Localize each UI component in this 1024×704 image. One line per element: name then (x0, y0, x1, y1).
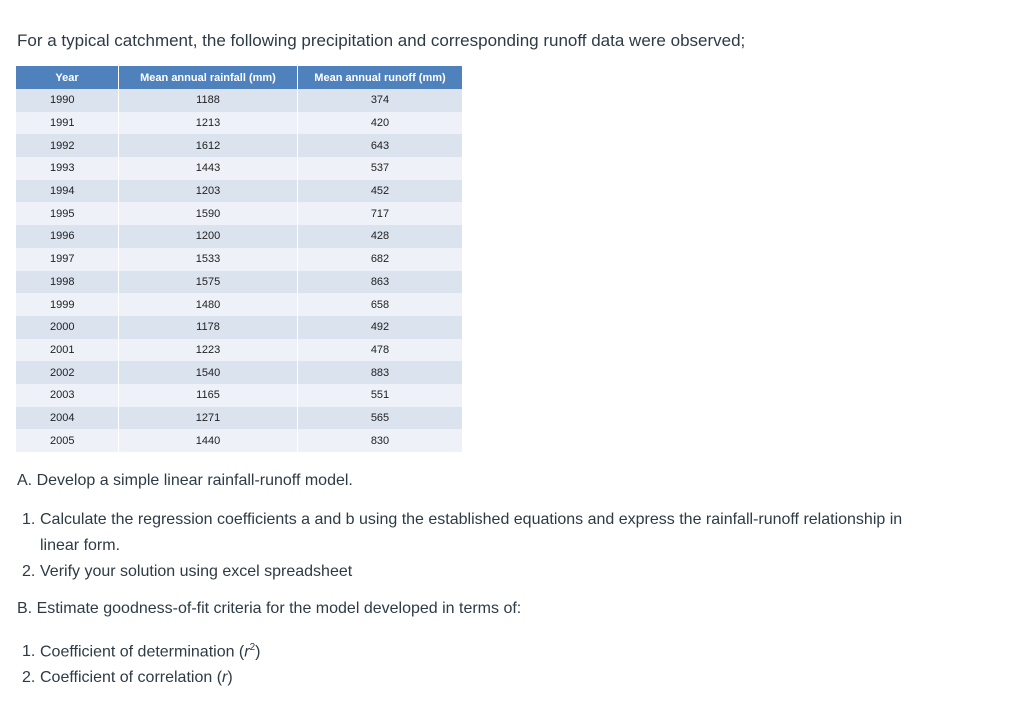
cell-year: 1990 (16, 89, 119, 112)
close-paren: ) (255, 643, 261, 661)
cell-year: 1991 (16, 112, 119, 135)
cell-rainfall: 1200 (119, 225, 298, 248)
cell-rainfall: 1188 (119, 89, 298, 112)
cell-year: 1993 (16, 157, 119, 180)
cell-year: 2004 (16, 407, 119, 430)
cell-year: 1994 (16, 180, 119, 203)
list-item (22, 665, 260, 691)
part-a-list (22, 507, 902, 585)
cell-runoff: 537 (298, 157, 463, 180)
cell-rainfall: 1480 (119, 293, 298, 316)
table-row (16, 112, 462, 135)
cell-year: 1995 (16, 202, 119, 225)
table-row (16, 271, 462, 294)
cell-year: 2000 (16, 316, 119, 339)
cell-year: 1996 (16, 225, 119, 248)
list-item (22, 635, 260, 665)
list-text: Coefficient of correlation ( (40, 669, 223, 687)
list-text: Coefficient of determination ( (40, 643, 245, 661)
part-b-list (22, 635, 260, 691)
list-number: 2. (22, 669, 36, 687)
cell-year: 1992 (16, 134, 119, 157)
cell-runoff: 478 (298, 339, 463, 362)
cell-rainfall: 1443 (119, 157, 298, 180)
cell-rainfall: 1271 (119, 407, 298, 430)
cell-runoff: 551 (298, 384, 463, 407)
cell-rainfall: 1223 (119, 339, 298, 362)
cell-rainfall: 1590 (119, 202, 298, 225)
cell-year: 2002 (16, 361, 119, 384)
list-item-continuation: linear form. (40, 537, 121, 554)
cell-rainfall: 1203 (119, 180, 298, 203)
cell-runoff: 682 (298, 248, 463, 271)
table-row (16, 157, 462, 180)
list-number: 1. (22, 511, 36, 528)
table-row (16, 361, 462, 384)
table-row (16, 225, 462, 248)
list-number: 1. (22, 643, 36, 661)
table-row (16, 180, 462, 203)
cell-runoff: 428 (298, 225, 463, 248)
cell-runoff: 374 (298, 89, 463, 112)
list-item (22, 559, 902, 585)
list-item (22, 507, 902, 533)
table-row (16, 248, 462, 271)
cell-runoff: 717 (298, 202, 463, 225)
cell-year: 2005 (16, 429, 119, 452)
variable-r: r (244, 643, 250, 661)
close-paren: ) (227, 669, 233, 687)
cell-runoff: 658 (298, 293, 463, 316)
cell-rainfall: 1612 (119, 134, 298, 157)
table-row (16, 316, 462, 339)
cell-rainfall: 1165 (119, 384, 298, 407)
data-table (16, 66, 462, 452)
variable-r: r (222, 669, 228, 687)
table-row (16, 407, 462, 430)
cell-runoff: 830 (298, 429, 463, 452)
table-row (16, 384, 462, 407)
cell-runoff: 452 (298, 180, 463, 203)
header-rainfall: Mean annual rainfall (mm) (119, 66, 298, 89)
cell-runoff: 420 (298, 112, 463, 135)
table-header-row (16, 66, 462, 89)
cell-rainfall: 1575 (119, 271, 298, 294)
cell-rainfall: 1540 (119, 361, 298, 384)
cell-runoff: 643 (298, 134, 463, 157)
intro-text: For a typical catchment, the following precipitation and corresponding runoff data were observed; (17, 31, 746, 50)
cell-rainfall: 1178 (119, 316, 298, 339)
cell-runoff: 863 (298, 271, 463, 294)
table-row (16, 202, 462, 225)
part-b-heading: B. Estimate goodness-of-fit criteria for the model developed in terms of: (17, 600, 522, 617)
cell-year: 1999 (16, 293, 119, 316)
cell-year: 1997 (16, 248, 119, 271)
cell-year: 2003 (16, 384, 119, 407)
list-text: Calculate the regression coefficients a and b using the established equations and express the rainfall-runoff relationship in (40, 511, 903, 528)
table-row (16, 293, 462, 316)
cell-rainfall: 1213 (119, 112, 298, 135)
list-number: 2. (22, 563, 36, 580)
table-row (16, 134, 462, 157)
part-a-heading: A. Develop a simple linear rainfall-runoff model. (17, 472, 353, 489)
cell-runoff: 883 (298, 361, 463, 384)
cell-year: 1998 (16, 271, 119, 294)
cell-rainfall: 1440 (119, 429, 298, 452)
list-text: Verify your solution using excel spreadsheet (40, 563, 353, 580)
table-row (16, 89, 462, 112)
cell-rainfall: 1533 (119, 248, 298, 271)
superscript: 2 (249, 642, 256, 653)
header-year: Year (16, 66, 119, 89)
table-row (16, 429, 462, 452)
cell-runoff: 565 (298, 407, 463, 430)
table-row (16, 339, 462, 362)
cell-year: 2001 (16, 339, 119, 362)
cell-runoff: 492 (298, 316, 463, 339)
header-runoff: Mean annual runoff (mm) (298, 66, 463, 89)
